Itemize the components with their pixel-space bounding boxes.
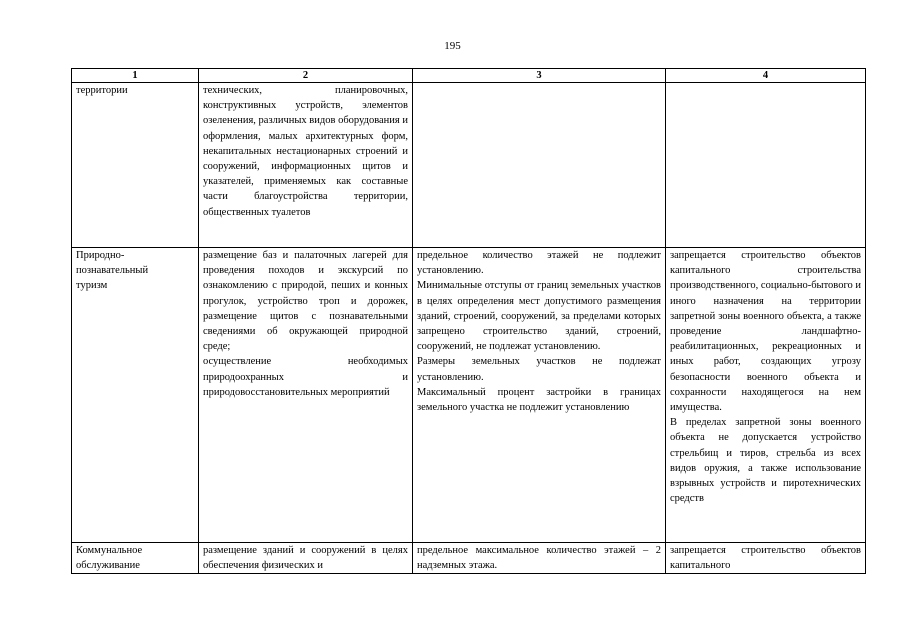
table-row [72, 248, 866, 543]
table-cell-description: размещение баз и палаточных лагерей для проведения походов и экскурсий по ознакомлению с природой, пеших и конных прогулок, устройство троп и дорожек, размещение щитов с познавательными сведениями об окружающей природной среде; осуществление необходимых природоохранных и природовосстановительных мероприятий [199, 248, 413, 543]
table-cell-restrictions [666, 83, 866, 248]
column-header: 2 [199, 69, 413, 83]
table-cell-description: размещение зданий и сооружений в целях обеспечения физических и [199, 543, 413, 574]
table-cell-use-type: территории [72, 83, 199, 248]
table-row [72, 83, 866, 248]
column-header: 3 [413, 69, 666, 83]
table-header-row [72, 69, 866, 83]
table-cell-restrictions: запрещается строительство объектов капитального строительства производственного, социально-бытового и иного назначения на территории запретной зоны военного объекта, а также проведение ландшафтно-реабилитационных, рекреационных и иных работ, создающих угрозу безопасности военного объекта и сохранности находящегося на нем имущества. В пределах запретной зоны военного объекта не допускается устройство стрельбищ и тиров, стрельба из всех видов оружия, а также использование взрывных устройств и пиротехнических средств [666, 248, 866, 543]
table-cell-parameters [413, 83, 666, 248]
table-cell-description: технических, планировочных, конструктивных устройств, элементов озеленения, различных видов оборудования и оформления, малых архитектурных форм, некапитальных нестационарных строений и сооружений, информационных щитов и указателей, применяемых как составные части благоустройства территории, общественных туалетов [199, 83, 413, 248]
column-header: 1 [72, 69, 199, 83]
table-cell-use-type: Коммунальное обслуживание [72, 543, 199, 574]
table-cell-parameters: предельное максимальное количество этажей – 2 надземных этажа. [413, 543, 666, 574]
page-number: 195 [444, 40, 461, 52]
column-header: 4 [666, 69, 866, 83]
regulations-table [71, 68, 866, 574]
table-cell-use-type: Природно- познавательный туризм [72, 248, 199, 543]
table-cell-restrictions: запрещается строительство объектов капитального [666, 543, 866, 574]
table-row [72, 543, 866, 574]
table-cell-parameters: предельное количество этажей не подлежит установлению. Минимальные отступы от границ земельных участков в целях определения мест допустимого размещения зданий, строений, сооружений, за пределами которых запрещено строительство зданий, строений, сооружений, не подлежат установлению. Размеры земельных участков не подлежат установлению. Максимальный процент застройки в границах земельного участка не подлежит установлению [413, 248, 666, 543]
